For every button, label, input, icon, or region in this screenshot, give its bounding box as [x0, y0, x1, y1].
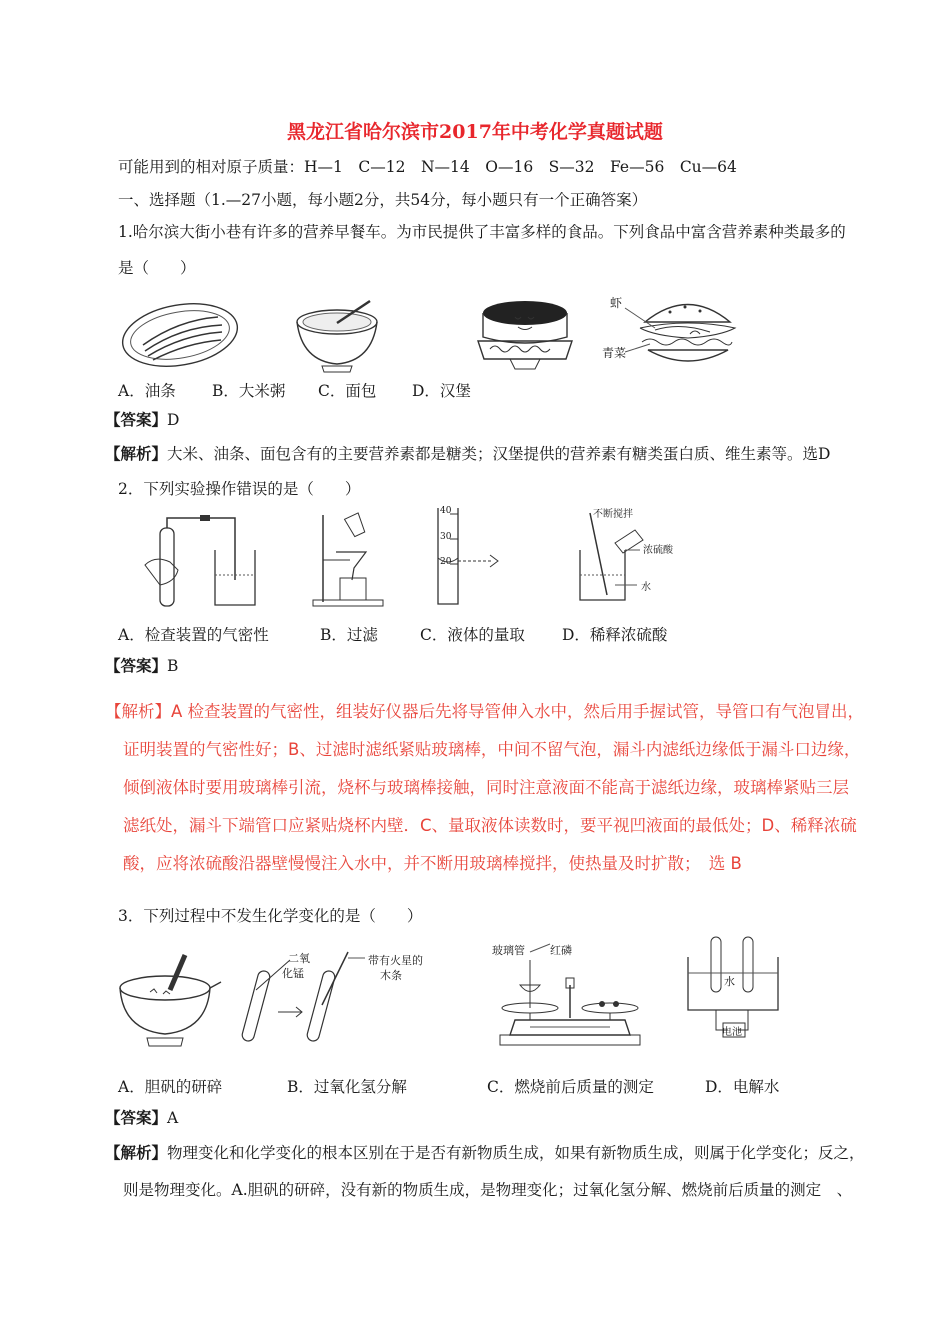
q1-figure-rice-porridge	[292, 296, 382, 376]
q2-analysis-line5: 酸，应将浓硫酸沿器壁慢慢注入水中，并不断用玻璃棒搅拌，使热量及时扩散； 选 B	[123, 854, 742, 873]
q2-figure-airtightness	[140, 510, 260, 610]
analysis-label: 【解析】	[105, 1143, 168, 1162]
tick-40: 40	[440, 506, 452, 516]
q1-option-a: A．油条	[118, 382, 176, 400]
atomic-masses: 可能用到的相对原子质量：H—1 C—12 N—14 O—16 S—32 Fe—56 Cu—64	[118, 158, 737, 176]
q2-analysis-line1: 【解析】A 检查装置的气密性，组装好仪器后先将导管伸入水中，然后用手握试管，导管口有气泡冒出，	[105, 702, 865, 721]
analysis-label: 【解析】	[105, 444, 168, 463]
q3-option-b: B．过氧化氢分解	[287, 1078, 407, 1096]
q3-answer	[105, 1108, 178, 1128]
acid-label: 浓硫酸	[643, 545, 673, 556]
analysis-text: 物理变化和化学变化的根本区别在于是否有新物质生成，如果有新物质生成，则属于化学变化；反之，	[167, 1144, 865, 1162]
tick-30: 30	[440, 532, 452, 542]
q2-answer	[105, 656, 178, 676]
water-label: 水	[724, 975, 735, 988]
q1-figure-fried-dough	[118, 295, 243, 370]
water-label: 水	[641, 582, 651, 593]
answer-value: A	[167, 1109, 179, 1127]
q2-analysis-line3: 倾倒液体时要用玻璃棒引流，烧杯与玻璃棒接触，同时注意液面不能高于滤纸边缘，玻璃棒紧贴三层	[123, 778, 849, 797]
q1-analysis	[105, 444, 830, 464]
q2-stem: 2．下列实验操作错误的是（ ）	[118, 480, 361, 498]
q2-option-c: C．液体的量取	[420, 626, 525, 644]
q3-figure-mortar	[115, 950, 225, 1050]
splint-label-1: 带有火星的	[368, 954, 423, 967]
q3-stem: 3．下列过程中不发生化学变化的是（ ）	[118, 907, 423, 925]
q1-option-d: D．汉堡	[412, 382, 471, 400]
q2-option-a: A．检查装置的气密性	[118, 626, 269, 644]
q2-analysis-line4: 滤纸处，漏斗下端管口应紧贴烧杯内壁．C、量取液体读数时，要平视凹液面的最低处；D、稀释浓硫	[123, 816, 857, 835]
q1-stem-line2: 是（ ）	[118, 259, 196, 277]
q2-option-d: D．稀释浓硫酸	[562, 626, 668, 644]
battery-label: 电池	[722, 1027, 742, 1038]
analysis-text: 大米、油条、面包含有的主要营养素都是糖类；汉堡提供的营养素有糖类蛋白质、维生素等。选D	[167, 445, 831, 463]
shrimp-label: 虾	[610, 296, 623, 310]
splint-label-2: 木条	[380, 969, 402, 982]
q3-figure-electrolysis	[683, 935, 783, 1050]
q2-analysis-line2: 证明装置的气密性好；B、过滤时滤纸紧贴玻璃棒，中间不留气泡，漏斗内滤纸边缘低于漏斗口边缘，	[123, 740, 861, 759]
q2-figure-dilute-acid	[565, 505, 705, 605]
answer-label: 【答案】	[105, 1108, 168, 1127]
q3-option-a: A．胆矾的研碎	[118, 1078, 223, 1096]
q1-figure-bread	[470, 297, 580, 375]
q2-figure-filtration	[308, 510, 388, 610]
answer-value: B	[167, 657, 179, 675]
q3-analysis-line1	[105, 1143, 865, 1163]
q1-option-c: C．面包	[318, 382, 377, 400]
q2-option-b: B．过滤	[320, 626, 378, 644]
stir-label: 不断搅拌	[593, 509, 633, 520]
mno2-label-2: 化锰	[282, 967, 304, 980]
answer-label: 【答案】	[105, 656, 168, 675]
vegetable-label: 青菜	[602, 346, 627, 360]
red-phosphorus-label: 红磷	[550, 944, 572, 957]
q2-figure-measuring-cylinder	[430, 506, 510, 606]
q3-analysis-line2: 则是物理变化。A.胆矾的研碎，没有新的物质生成，是物理变化；过氧化氢分解、燃烧前后质量的测定 、	[123, 1181, 853, 1199]
q1-option-b: B．大米粥	[212, 382, 286, 400]
q1-stem-line1: 1.哈尔滨大街小巷有许多的营养早餐车。为市民提供了丰富多样的食品。下列食品中富含营养素种类最多的	[118, 223, 846, 241]
answer-label: 【答案】	[105, 410, 168, 429]
tick-20: 20	[440, 557, 452, 567]
glass-tube-label: 玻璃管	[492, 944, 525, 957]
mno2-label-1: 二氧	[288, 952, 310, 965]
q1-answer	[105, 410, 179, 430]
q3-option-d: D．电解水	[705, 1078, 780, 1096]
q3-figure-peroxide	[240, 950, 440, 1050]
q3-option-c: C．燃烧前后质量的测定	[487, 1078, 654, 1096]
answer-value: D	[167, 411, 180, 429]
q3-figure-balance	[490, 940, 650, 1050]
page-title: 黑龙江省哈尔滨市2017年中考化学真题试题	[287, 121, 663, 143]
q1-figure-hamburger	[600, 292, 740, 372]
section-heading: 一、选择题（1.—27小题，每小题2分，共54分，每小题只有一个正确答案）	[118, 191, 648, 209]
